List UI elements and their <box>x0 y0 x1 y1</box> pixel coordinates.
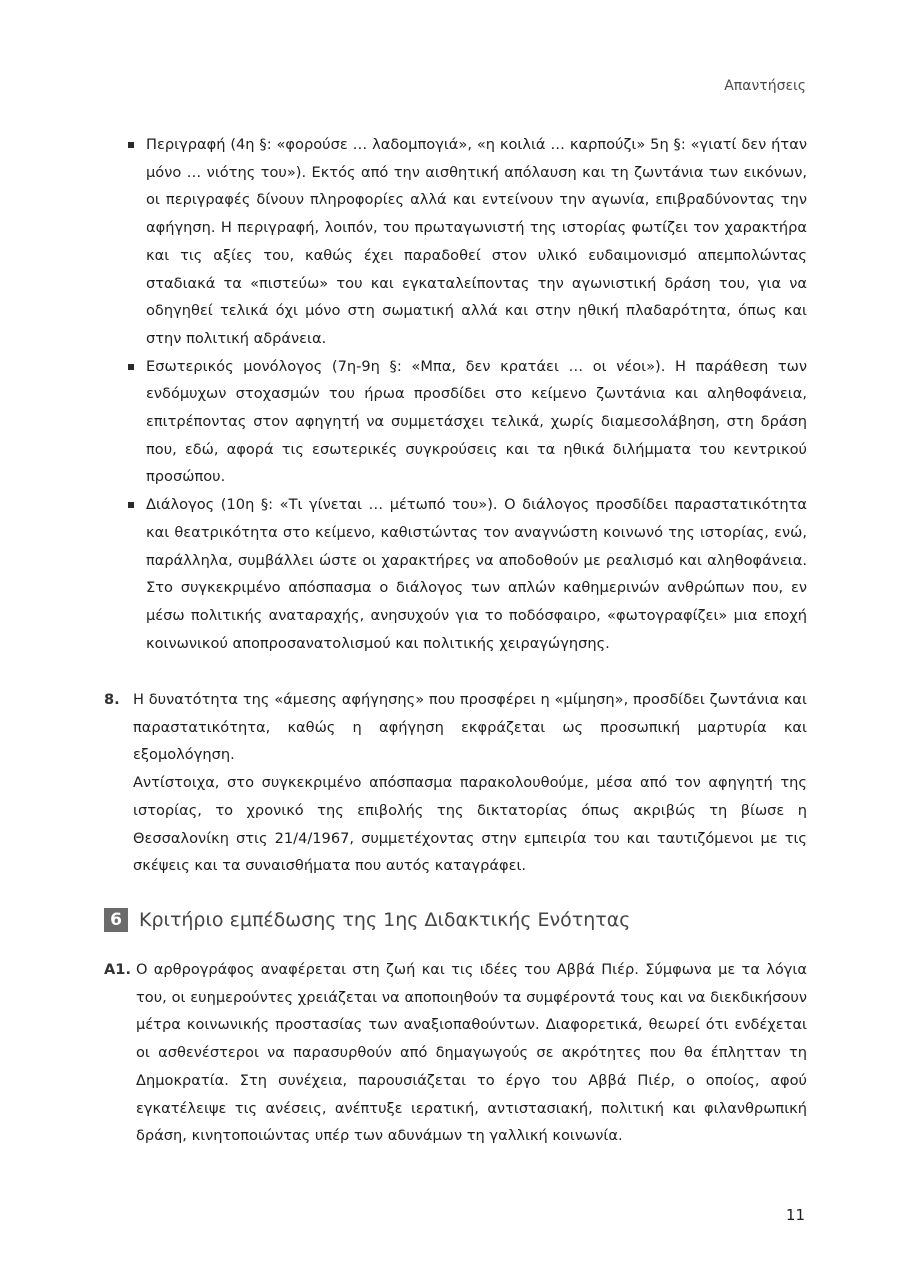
bullet-text: Εσωτερικός μονόλογος (7η-9η §: «Μπα, δεν κρατάει … οι νέοι»). Η παράθεση των ενδόμυχων στοχασμών του ήρωα προσδίδει στο κείμενο ζωντάνια και αληθοφάνεια, επιτρέποντας στον αφηγητή να συμμετάσχει τελικά, χωρίς διαμεσολάβηση, στη δράση που, εδώ, αφορά τις εσωτερικές συγκρούσεις και τα ηθικά διλήμματα του κεντρικού προσώπου. <box>146 357 807 486</box>
answer-number: 8. <box>104 691 120 708</box>
bullet-text: Περιγραφή (4η §: «φορούσε … λαδομπογιά», «η κοιλιά … καρπούζι» 5η §: «γιατί δεν ήταν μόνο … νιότης του»). Εκτός από την αισθητική απόλαυση και τη ζωντάνια των εικόνων, οι περιγραφές δίνουν πληροφορίες αλλά και εντείνουν την αγωνία, επιβραδύνοντας την αφήγηση. Η περιγραφή, λοιπόν, του πρωταγωνιστή της ιστορίας φωτίζει τον χαρακτήρα και τις αξίες του, καθώς έχει παραδοθεί στον υλικό ευδαιμονισμό απεμπολώντας σταδιακά τα «πιστεύω» του και εγκαταλείποντας την αγωνιστική δράση του, για να οδηγηθεί τελικά όχι μόνο στη σωματική αλλά και στην ηθική πλαδαρότητα, όπως και στην πολιτική αδράνεια. <box>146 136 807 347</box>
square-bullet-icon <box>128 364 134 370</box>
answer-body <box>133 686 807 880</box>
running-header: Απαντήσεις <box>724 78 806 94</box>
page-number: 11 <box>785 1206 805 1224</box>
square-bullet-icon <box>128 502 134 508</box>
bullet-item-description <box>126 131 807 353</box>
answer-paragraph: Αντίστοιχα, στο συγκεκριμένο απόσπασμα παρακολουθούμε, μέσα από τον αφηγητή της ιστορίας, το χρονικό της επιβολής της δικτατορίας όπως ακριβώς τη βίωσε η Θεσσαλονίκη στις 21/4/1967, συμμετέχοντας στην εμπειρία του και ταυτιζόμενοι με τις σκέψεις και τα συναισθήματα που αυτός καταγράφει. <box>133 774 807 875</box>
answer-label: A1. <box>104 961 131 978</box>
section-number-badge: 6 <box>104 908 128 932</box>
square-bullet-icon <box>128 142 134 148</box>
bullet-list <box>126 131 807 657</box>
bullet-item-dialogue <box>126 491 807 657</box>
bullet-item-monologue <box>126 353 807 492</box>
answer-8 <box>104 686 807 880</box>
section-heading <box>104 906 804 932</box>
bullet-text: Διάλογος (10η §: «Τι γίνεται … μέτωπό του»). Ο διάλογος προσδίδει παραστατικότητα και θεατρικότητα στο κείμενο, καθιστώντας τον αναγνώστη κοινωνό της ιστορίας, ενώ, παράλληλα, συμβάλλει ώστε οι χαρακτήρες να αποδοθούν με ρεαλισμό και αληθοφάνεια. Στο συγκεκριμένο απόσπασμα ο διάλογος των απλών καθημερινών ανθρώπων που, εν μέσω πολιτικής αναταραχής, ανησυχούν για το ποδόσφαιρο, «φωτογραφίζει» μια εποχή κοινωνικού αποπροσανατολισμού και πολιτικής χειραγώγησης. <box>146 496 807 652</box>
answer-body: Ο αρθρογράφος αναφέρεται στη ζωή και τις ιδέες του Αββά Πιέρ. Σύμφωνα με τα λόγια του, οι ευημερούντες χρειάζεται να αποποιηθούν τα συμφέροντά τους και να διεκδικήσουν μέτρα κοινωνικής προστασίας των αναξιοπαθούντων. Διαφορετικά, θεωρεί ότι ενδέχεται οι ασθενέστεροι να παρασυρθούν από δημαγωγούς σε ακρότητες που θα έπλητταν τη Δημοκρατία. Στη συνέχεια, παρουσιάζεται το έργο του Αββά Πιέρ, ο οποίος, αφού εγκατέλειψε τις ανέσεις, ανέπτυξε ιερατική, αντιστασιακή, πολιτική και φιλανθρωπική δράση, κινητοποιώντας υπέρ των αδυνάμων τη γαλλική κοινωνία. <box>136 961 807 1145</box>
answer-paragraph: Η δυνατότητα της «άμεσης αφήγησης» που προσφέρει η «μίμηση», προσδίδει ζωντάνια και παραστατικότητα, καθώς η αφήγηση εκφράζεται ως προσωπική μαρτυρία και εξομολόγηση. <box>133 691 807 764</box>
answer-a1 <box>104 956 807 1150</box>
section-title: Κριτήριο εμπέδωσης της 1ης Διδακτικής Ενότητας <box>139 909 631 931</box>
